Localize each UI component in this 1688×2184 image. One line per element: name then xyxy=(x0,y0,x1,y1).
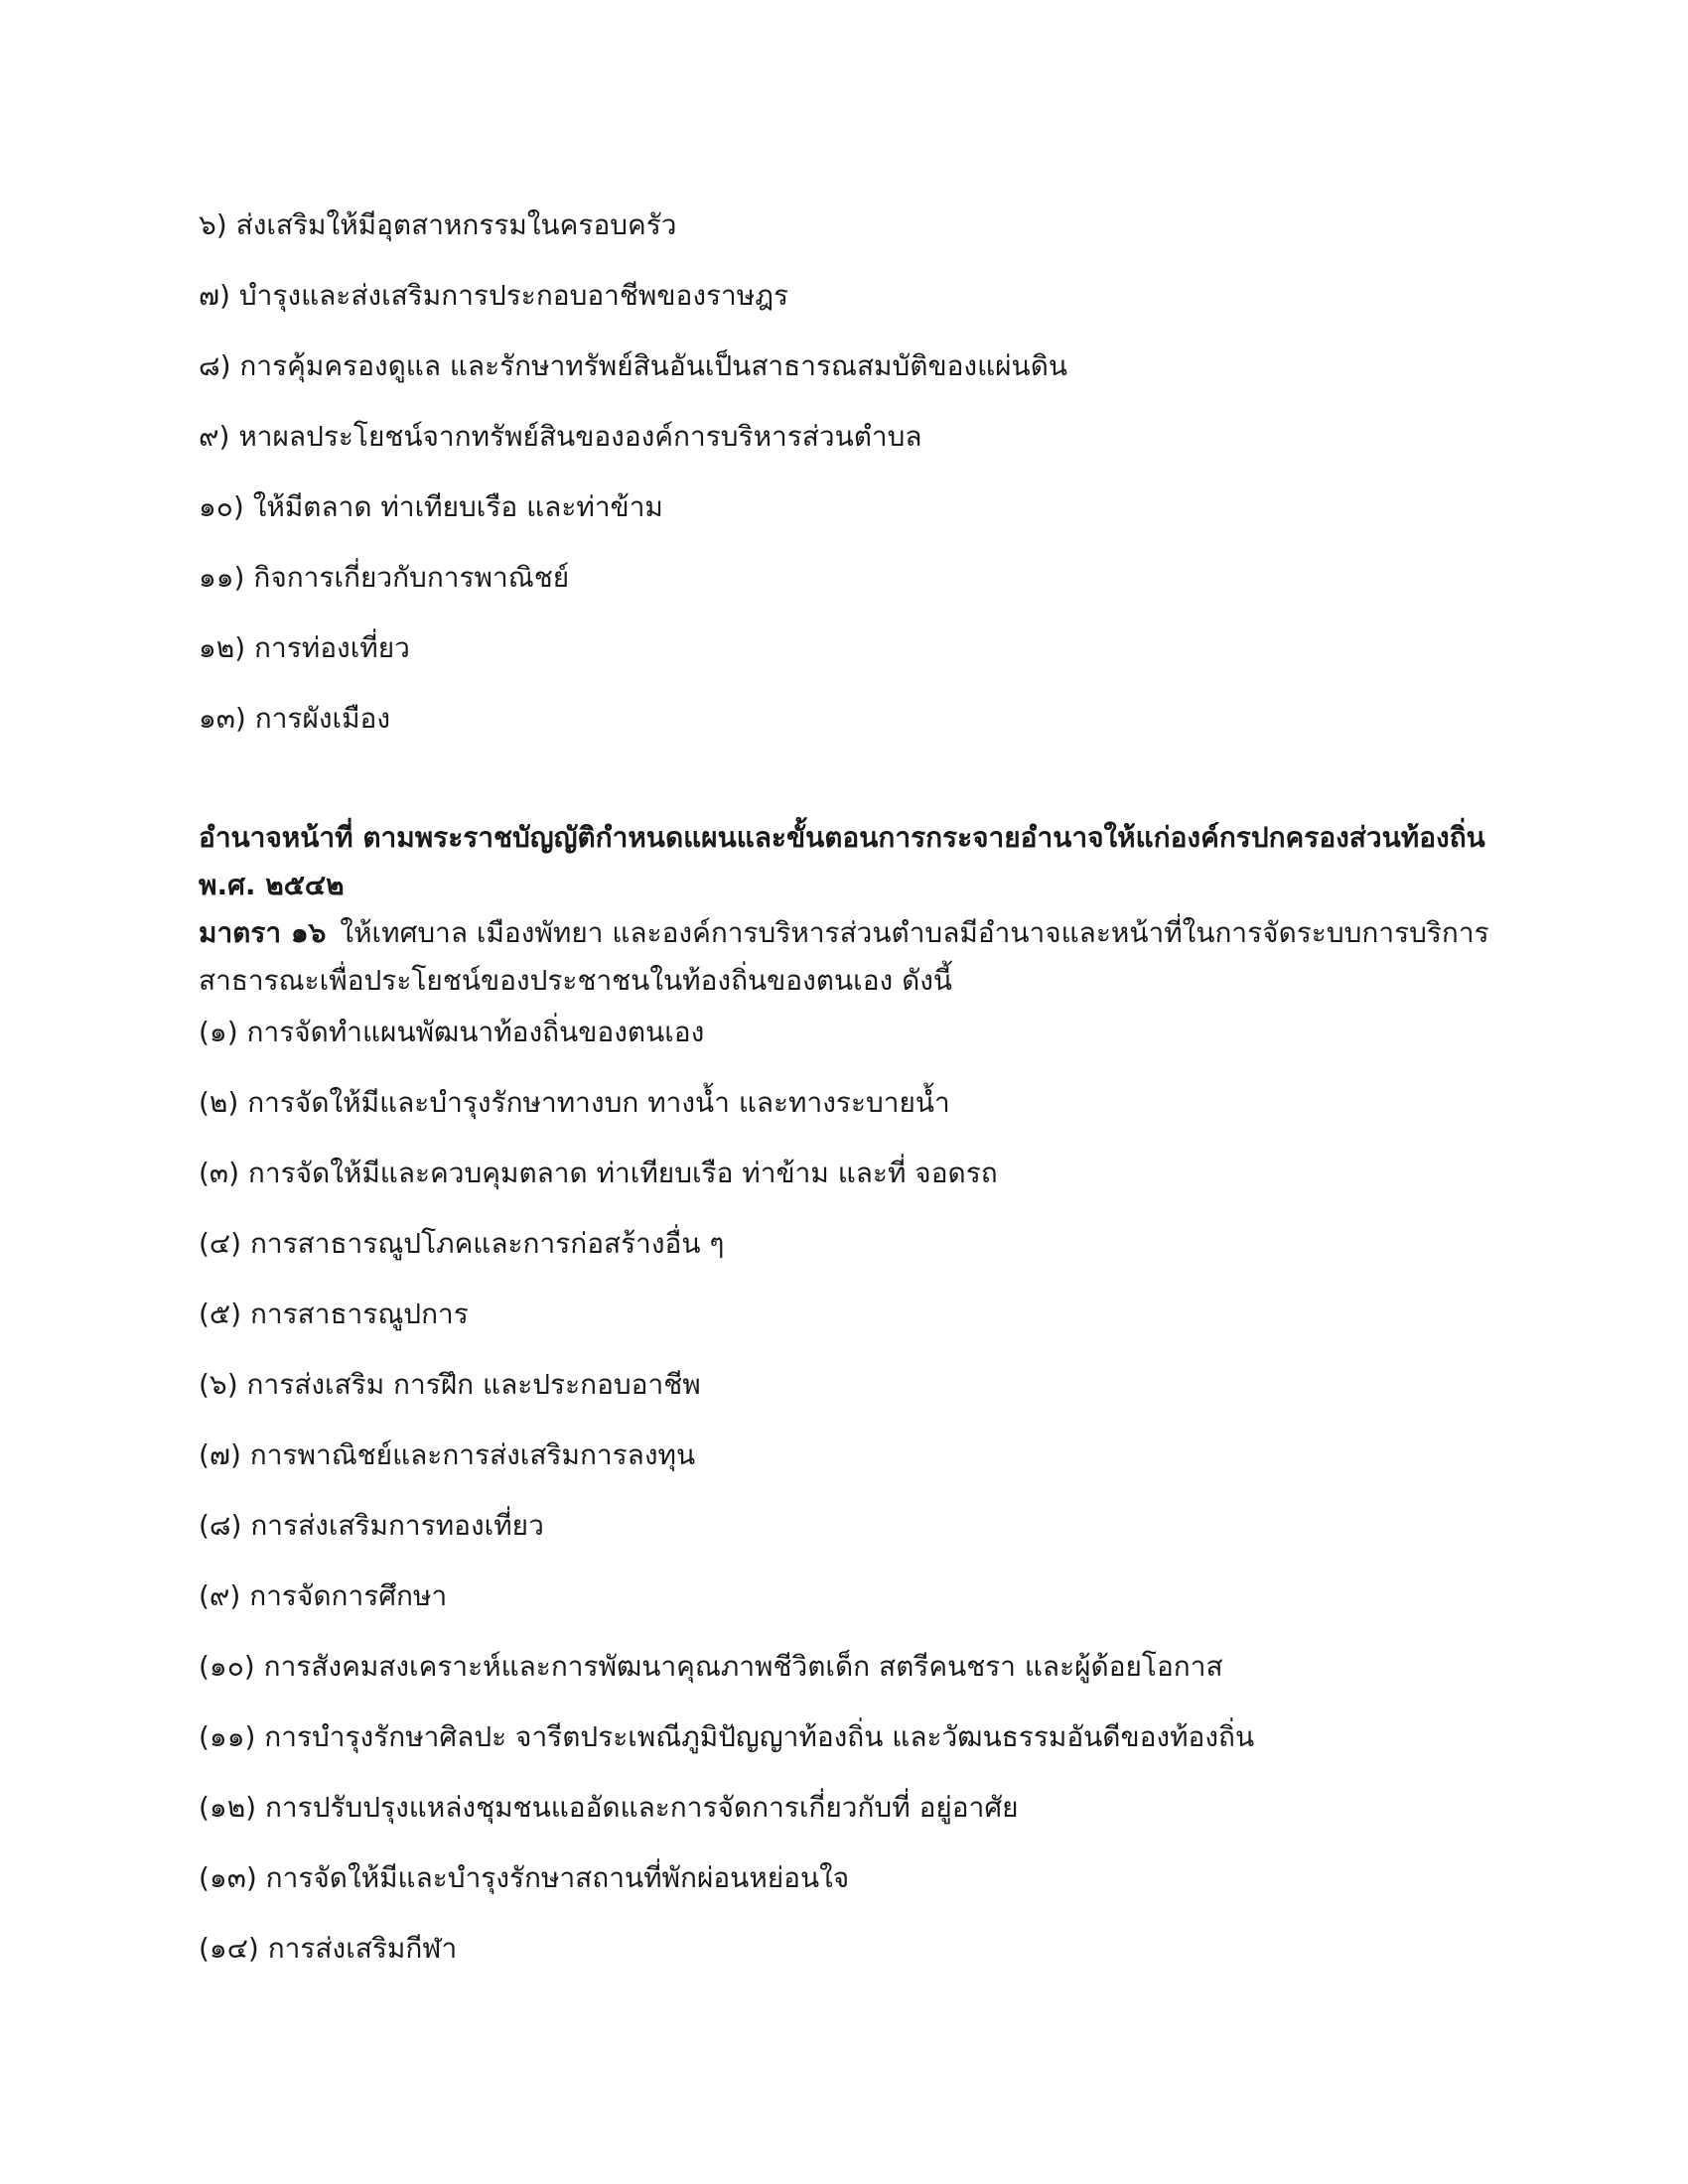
list-item: (๗) การพาณิชย์และการส่งเสริมการลงทุน xyxy=(199,1438,696,1471)
list-item: (๑๔) การส่งเสริมกีฬา xyxy=(199,1932,458,1965)
list-item: (๘) การส่งเสริมการทองเที่ยว xyxy=(199,1509,544,1542)
list-item: ๘) การคุ้มครองดูแล และรักษาทรัพย์สินอันเป็นสาธารณสมบัติของแผ่นดิน xyxy=(199,349,1068,382)
article-text-line2: สาธารณะเพื่อประโยชน์ของประชาชนในท้องถิ่นของตนเอง ดังนี้ xyxy=(199,964,953,997)
list-item: (๓) การจัดให้มีและควบคุมตลาด ท่าเทียบเรือ ท่าข้าม และที่ จอดรถ xyxy=(199,1157,998,1189)
article-line1 xyxy=(199,909,1509,957)
section-heading-line2: พ.ศ. ๒๕๔๒ xyxy=(199,869,345,901)
list-item: (๑๑) การบำรุงรักษาศิลปะ จารีตประเพณีภูมิปัญญาท้องถิ่น และวัฒนธรรมอันดีของท้องถิ่น xyxy=(199,1720,1255,1753)
article-label: มาตรา ๑๖ xyxy=(199,916,327,949)
list-item: ๙) หาผลประโยชน์จากทรัพย์สินขององค์การบริหารส่วนตำบล xyxy=(199,420,922,453)
article-paragraph xyxy=(199,909,1509,1005)
list-item: (๙) การจัดการศึกษา xyxy=(199,1579,448,1612)
list-item: ๗) บำรุงและส่งเสริมการประกอบอาชีพของราษฎร xyxy=(199,279,789,312)
article-text-line1: ให้เทศบาล เมืองพัทยา และองค์การบริหารส่วนตำบลมีอำนาจและหน้าที่ในการจัดระบบการบริการ xyxy=(340,916,1489,949)
list-item: ๑๐) ให้มีตลาด ท่าเทียบเรือ และท่าข้าม xyxy=(199,490,663,523)
section-heading-line1: อำนาจหน้าที่ ตามพระราชบัญญัติกำหนดแผนและขั้นตอนการกระจายอำนาจให้แก่องค์กรปกครองส่วนท้องถิ่น xyxy=(199,821,1485,854)
list-item: (๖) การส่งเสริม การฝึก และประกอบอาชีพ xyxy=(199,1368,701,1401)
list-item: (๕) การสาธารณูปการ xyxy=(199,1297,469,1330)
decentralization-act-section xyxy=(199,814,1509,1995)
list-item: ๑๒) การท่องเที่ยว xyxy=(199,631,410,664)
list-item: (๑) การจัดทำแผนพัฒนาท้องถิ่นของตนเอง xyxy=(199,1016,705,1048)
duties-list-continued xyxy=(199,201,1509,764)
article-duties-list xyxy=(199,1009,1509,1995)
list-item: (๔) การสาธารณูปโภคและการก่อสร้างอื่น ๆ xyxy=(199,1227,725,1260)
list-item: ๑๓) การผังเมือง xyxy=(199,702,391,735)
list-item: (๒) การจัดให้มีและบำรุงรักษาทางบก ทางน้ำ และทางระบายน้ำ xyxy=(199,1086,950,1119)
list-item: (๑๐) การสังคมสงเคราะห์และการพัฒนาคุณภาพชีวิตเด็ก สตรีคนชรา และผู้ด้อยโอกาส xyxy=(199,1650,1223,1683)
section-heading xyxy=(199,814,1509,909)
list-item: (๑๒) การปรับปรุงแหล่งชุมชนแออัดและการจัดการเกี่ยวกับที่ อยู่อาศัย xyxy=(199,1791,1019,1824)
list-item: (๑๓) การจัดให้มีและบำรุงรักษาสถานที่พักผ่อนหย่อนใจ xyxy=(199,1861,850,1894)
list-item: ๑๑) กิจการเกี่ยวกับการพาณิชย์ xyxy=(199,561,570,594)
list-item: ๖) ส่งเสริมให้มีอุตสาหกรรมในครอบครัว xyxy=(199,208,677,241)
